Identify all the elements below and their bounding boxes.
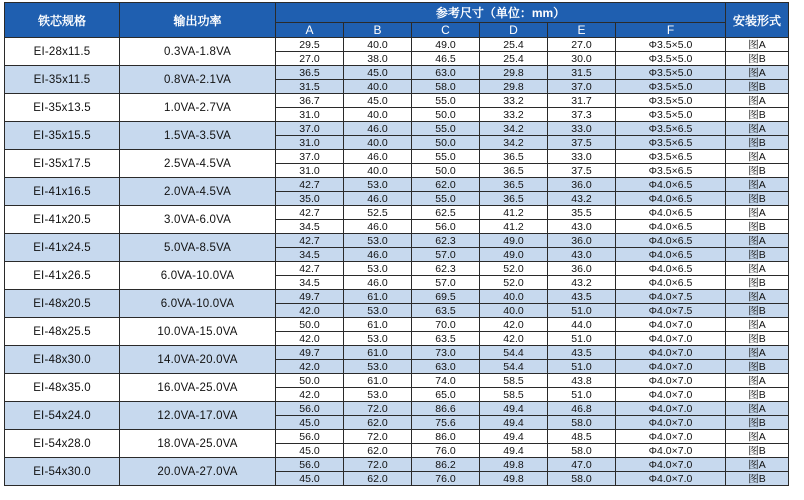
cell-dim-f: Φ4.0×6.5 xyxy=(616,262,726,276)
cell-dim-e: 43.2 xyxy=(548,276,616,290)
cell-model: EI-54x24.0 xyxy=(5,402,120,430)
cell-dim-b: 40.0 xyxy=(344,80,412,94)
cell-model: EI-35x15.5 xyxy=(5,122,120,150)
cell-dim-a: 49.7 xyxy=(276,290,344,304)
cell-dim-a: 34.5 xyxy=(276,220,344,234)
cell-model: EI-48x35.0 xyxy=(5,374,120,402)
cell-dim-b: 53.0 xyxy=(344,234,412,248)
cell-mount: 图B xyxy=(726,276,789,290)
cell-dim-d: 52.0 xyxy=(480,276,548,290)
cell-dim-d: 25.4 xyxy=(480,52,548,66)
cell-dim-b: 61.0 xyxy=(344,346,412,360)
cell-dim-d: 49.4 xyxy=(480,444,548,458)
cell-power: 18.0VA-25.0VA xyxy=(120,430,276,458)
table-row xyxy=(5,374,789,388)
cell-dim-f: Φ4.0×7.0 xyxy=(616,388,726,402)
cell-dim-d: 49.4 xyxy=(480,430,548,444)
cell-mount: 图B xyxy=(726,192,789,206)
cell-dim-c: 56.0 xyxy=(412,220,480,234)
cell-model: EI-35x13.5 xyxy=(5,94,120,122)
cell-dim-f: Φ3.5×5.0 xyxy=(616,94,726,108)
cell-dim-d: 49.0 xyxy=(480,234,548,248)
cell-dim-b: 45.0 xyxy=(344,94,412,108)
cell-dim-b: 62.0 xyxy=(344,416,412,430)
cell-dim-e: 36.0 xyxy=(548,262,616,276)
cell-dim-b: 40.0 xyxy=(344,108,412,122)
cell-dim-e: 44.0 xyxy=(548,318,616,332)
cell-dim-f: Φ4.0×6.5 xyxy=(616,248,726,262)
cell-dim-e: 51.0 xyxy=(548,304,616,318)
cell-dim-d: 36.5 xyxy=(480,150,548,164)
cell-power: 6.0VA-10.0VA xyxy=(120,290,276,318)
cell-power: 20.0VA-27.0VA xyxy=(120,458,276,486)
table-row xyxy=(5,402,789,416)
cell-dim-b: 72.0 xyxy=(344,430,412,444)
cell-dim-a: 35.0 xyxy=(276,192,344,206)
cell-dim-f: Φ4.0×6.5 xyxy=(616,234,726,248)
cell-dim-d: 58.5 xyxy=(480,374,548,388)
cell-dim-c: 62.3 xyxy=(412,262,480,276)
table-row xyxy=(5,206,789,220)
table-row xyxy=(5,458,789,472)
cell-dim-a: 31.0 xyxy=(276,164,344,178)
cell-dim-c: 65.0 xyxy=(412,388,480,402)
cell-dim-a: 45.0 xyxy=(276,472,344,486)
cell-dim-b: 40.0 xyxy=(344,136,412,150)
cell-dim-c: 55.0 xyxy=(412,94,480,108)
cell-mount: 图A xyxy=(726,66,789,80)
table-row xyxy=(5,290,789,304)
cell-dim-c: 86.6 xyxy=(412,402,480,416)
cell-mount: 图A xyxy=(726,206,789,220)
cell-power: 2.0VA-4.5VA xyxy=(120,178,276,206)
cell-dim-c: 75.6 xyxy=(412,416,480,430)
cell-dim-e: 35.5 xyxy=(548,206,616,220)
cell-dim-b: 62.0 xyxy=(344,444,412,458)
cell-dim-f: Φ3.5×6.5 xyxy=(616,122,726,136)
cell-dim-e: 43.0 xyxy=(548,220,616,234)
cell-mount: 图A xyxy=(726,234,789,248)
cell-dim-b: 53.0 xyxy=(344,388,412,402)
cell-mount: 图A xyxy=(726,150,789,164)
cell-dim-b: 61.0 xyxy=(344,290,412,304)
cell-dim-a: 31.5 xyxy=(276,80,344,94)
cell-dim-d: 49.4 xyxy=(480,416,548,430)
cell-dim-f: Φ4.0×7.0 xyxy=(616,346,726,360)
cell-dim-b: 62.0 xyxy=(344,472,412,486)
cell-mount: 图B xyxy=(726,444,789,458)
cell-dim-a: 56.0 xyxy=(276,430,344,444)
cell-power: 0.3VA-1.8VA xyxy=(120,38,276,66)
header-power: 输出功率 xyxy=(120,3,276,38)
cell-dim-e: 36.0 xyxy=(548,234,616,248)
cell-power: 0.8VA-2.1VA xyxy=(120,66,276,94)
cell-dim-b: 53.0 xyxy=(344,332,412,346)
cell-dim-c: 50.0 xyxy=(412,136,480,150)
cell-mount: 图A xyxy=(726,262,789,276)
cell-dim-e: 43.2 xyxy=(548,192,616,206)
cell-dim-c: 76.0 xyxy=(412,444,480,458)
cell-dim-c: 62.3 xyxy=(412,234,480,248)
cell-dim-a: 50.0 xyxy=(276,318,344,332)
cell-dim-e: 58.0 xyxy=(548,472,616,486)
cell-dim-e: 31.5 xyxy=(548,66,616,80)
cell-dim-e: 43.0 xyxy=(548,248,616,262)
cell-dim-f: Φ4.0×7.0 xyxy=(616,444,726,458)
table-row xyxy=(5,38,789,52)
cell-dim-e: 33.0 xyxy=(548,150,616,164)
cell-power: 10.0VA-15.0VA xyxy=(120,318,276,346)
table-row xyxy=(5,262,789,276)
transformer-spec-table xyxy=(4,2,789,486)
cell-dim-d: 33.2 xyxy=(480,108,548,122)
cell-dim-c: 76.0 xyxy=(412,472,480,486)
cell-mount: 图B xyxy=(726,248,789,262)
cell-dim-b: 53.0 xyxy=(344,178,412,192)
cell-mount: 图B xyxy=(726,304,789,318)
header-col-d: D xyxy=(480,23,548,38)
table-row xyxy=(5,346,789,360)
cell-dim-d: 29.8 xyxy=(480,66,548,80)
cell-dim-d: 40.0 xyxy=(480,304,548,318)
cell-dim-a: 36.5 xyxy=(276,66,344,80)
cell-mount: 图B xyxy=(726,416,789,430)
cell-power: 1.0VA-2.7VA xyxy=(120,94,276,122)
cell-dim-c: 62.5 xyxy=(412,206,480,220)
cell-dim-c: 55.0 xyxy=(412,122,480,136)
cell-dim-f: Φ3.5×5.0 xyxy=(616,66,726,80)
cell-dim-c: 55.0 xyxy=(412,192,480,206)
cell-dim-b: 46.0 xyxy=(344,122,412,136)
cell-dim-a: 29.5 xyxy=(276,38,344,52)
cell-dim-a: 42.7 xyxy=(276,262,344,276)
cell-dim-a: 42.7 xyxy=(276,234,344,248)
table-row xyxy=(5,430,789,444)
cell-dim-b: 46.0 xyxy=(344,276,412,290)
table-row xyxy=(5,94,789,108)
cell-dim-a: 56.0 xyxy=(276,402,344,416)
cell-dim-d: 58.5 xyxy=(480,388,548,402)
cell-mount: 图A xyxy=(726,122,789,136)
cell-dim-f: Φ3.5×5.0 xyxy=(616,108,726,122)
cell-dim-c: 63.0 xyxy=(412,360,480,374)
header-col-e: E xyxy=(548,23,616,38)
cell-dim-f: Φ3.5×5.0 xyxy=(616,80,726,94)
cell-dim-a: 34.5 xyxy=(276,276,344,290)
cell-dim-f: Φ4.0×7.0 xyxy=(616,472,726,486)
cell-dim-e: 47.0 xyxy=(548,458,616,472)
cell-power: 2.5VA-4.5VA xyxy=(120,150,276,178)
cell-dim-a: 31.0 xyxy=(276,136,344,150)
cell-dim-e: 51.0 xyxy=(548,388,616,402)
cell-power: 14.0VA-20.0VA xyxy=(120,346,276,374)
cell-dim-f: Φ4.0×7.0 xyxy=(616,332,726,346)
cell-dim-d: 54.4 xyxy=(480,360,548,374)
cell-dim-c: 49.0 xyxy=(412,38,480,52)
cell-model: EI-41x16.5 xyxy=(5,178,120,206)
cell-dim-a: 42.7 xyxy=(276,178,344,192)
cell-model: EI-54x28.0 xyxy=(5,430,120,458)
cell-dim-f: Φ3.5×6.5 xyxy=(616,136,726,150)
cell-dim-d: 42.0 xyxy=(480,332,548,346)
cell-dim-e: 30.0 xyxy=(548,52,616,66)
header-col-b: B xyxy=(344,23,412,38)
cell-mount: 图B xyxy=(726,220,789,234)
cell-mount: 图B xyxy=(726,164,789,178)
cell-dim-a: 45.0 xyxy=(276,416,344,430)
cell-mount: 图B xyxy=(726,52,789,66)
cell-dim-a: 37.0 xyxy=(276,150,344,164)
cell-power: 6.0VA-10.0VA xyxy=(120,262,276,290)
cell-dim-f: Φ4.0×6.5 xyxy=(616,206,726,220)
cell-dim-d: 42.0 xyxy=(480,318,548,332)
cell-dim-e: 27.0 xyxy=(548,38,616,52)
cell-dim-f: Φ4.0×7.5 xyxy=(616,304,726,318)
cell-dim-a: 27.0 xyxy=(276,52,344,66)
cell-dim-d: 49.8 xyxy=(480,458,548,472)
cell-dim-b: 46.0 xyxy=(344,220,412,234)
cell-power: 5.0VA-8.5VA xyxy=(120,234,276,262)
cell-dim-d: 54.4 xyxy=(480,346,548,360)
cell-dim-e: 51.0 xyxy=(548,360,616,374)
header-col-a: A xyxy=(276,23,344,38)
cell-dim-d: 34.2 xyxy=(480,122,548,136)
cell-dim-b: 61.0 xyxy=(344,318,412,332)
cell-dim-c: 70.0 xyxy=(412,318,480,332)
cell-dim-e: 33.0 xyxy=(548,122,616,136)
cell-dim-b: 46.0 xyxy=(344,248,412,262)
header-col-c: C xyxy=(412,23,480,38)
cell-dim-d: 41.2 xyxy=(480,220,548,234)
header-dimensions: 参考尺寸（单位：mm） xyxy=(276,3,726,23)
cell-dim-e: 48.5 xyxy=(548,430,616,444)
cell-dim-d: 49.4 xyxy=(480,402,548,416)
cell-dim-e: 43.8 xyxy=(548,374,616,388)
cell-dim-c: 62.0 xyxy=(412,178,480,192)
cell-dim-d: 36.5 xyxy=(480,192,548,206)
cell-dim-e: 58.0 xyxy=(548,416,616,430)
table-row xyxy=(5,234,789,248)
table-row xyxy=(5,66,789,80)
cell-power: 12.0VA-17.0VA xyxy=(120,402,276,430)
cell-model: EI-48x30.0 xyxy=(5,346,120,374)
cell-dim-b: 53.0 xyxy=(344,360,412,374)
cell-dim-b: 61.0 xyxy=(344,374,412,388)
cell-mount: 图A xyxy=(726,346,789,360)
cell-mount: 图A xyxy=(726,290,789,304)
cell-mount: 图A xyxy=(726,318,789,332)
cell-mount: 图A xyxy=(726,374,789,388)
cell-dim-d: 34.2 xyxy=(480,136,548,150)
cell-dim-b: 40.0 xyxy=(344,164,412,178)
cell-dim-a: 36.7 xyxy=(276,94,344,108)
cell-dim-d: 49.8 xyxy=(480,472,548,486)
cell-dim-b: 72.0 xyxy=(344,402,412,416)
cell-dim-a: 42.0 xyxy=(276,304,344,318)
header-mount: 安装形式 xyxy=(726,3,789,38)
cell-dim-e: 43.5 xyxy=(548,346,616,360)
cell-dim-c: 63.5 xyxy=(412,304,480,318)
cell-model: EI-28x11.5 xyxy=(5,38,120,66)
cell-dim-d: 41.2 xyxy=(480,206,548,220)
cell-model: EI-35x17.5 xyxy=(5,150,120,178)
cell-dim-d: 49.0 xyxy=(480,248,548,262)
cell-dim-a: 42.0 xyxy=(276,360,344,374)
cell-dim-f: Φ4.0×6.5 xyxy=(616,178,726,192)
cell-dim-b: 53.0 xyxy=(344,262,412,276)
table-row xyxy=(5,150,789,164)
cell-dim-f: Φ4.0×7.0 xyxy=(616,374,726,388)
table-body xyxy=(5,38,789,486)
cell-mount: 图A xyxy=(726,430,789,444)
cell-mount: 图B xyxy=(726,332,789,346)
cell-dim-a: 31.0 xyxy=(276,108,344,122)
cell-dim-d: 33.2 xyxy=(480,94,548,108)
cell-dim-d: 40.0 xyxy=(480,290,548,304)
cell-mount: 图B xyxy=(726,472,789,486)
table-row xyxy=(5,178,789,192)
cell-dim-e: 37.3 xyxy=(548,108,616,122)
cell-dim-f: Φ3.5×5.0 xyxy=(616,52,726,66)
cell-dim-a: 42.0 xyxy=(276,332,344,346)
cell-dim-f: Φ4.0×7.0 xyxy=(616,458,726,472)
cell-dim-a: 56.0 xyxy=(276,458,344,472)
cell-model: EI-41x20.5 xyxy=(5,206,120,234)
cell-dim-f: Φ4.0×7.0 xyxy=(616,430,726,444)
cell-dim-c: 50.0 xyxy=(412,108,480,122)
cell-dim-a: 37.0 xyxy=(276,122,344,136)
cell-mount: 图B xyxy=(726,136,789,150)
cell-dim-e: 43.5 xyxy=(548,290,616,304)
cell-dim-a: 34.5 xyxy=(276,248,344,262)
cell-dim-f: Φ4.0×6.5 xyxy=(616,192,726,206)
cell-model: EI-41x26.5 xyxy=(5,262,120,290)
cell-dim-f: Φ4.0×7.0 xyxy=(616,360,726,374)
cell-dim-c: 86.0 xyxy=(412,430,480,444)
cell-dim-b: 45.0 xyxy=(344,66,412,80)
cell-power: 1.5VA-3.5VA xyxy=(120,122,276,150)
cell-dim-e: 58.0 xyxy=(548,444,616,458)
cell-dim-f: Φ4.0×7.0 xyxy=(616,318,726,332)
cell-dim-e: 31.7 xyxy=(548,94,616,108)
cell-dim-b: 53.0 xyxy=(344,304,412,318)
cell-mount: 图A xyxy=(726,94,789,108)
cell-dim-c: 86.2 xyxy=(412,458,480,472)
cell-model: EI-41x24.5 xyxy=(5,234,120,262)
header-col-f: F xyxy=(616,23,726,38)
cell-dim-f: Φ4.0×6.5 xyxy=(616,276,726,290)
table-row xyxy=(5,318,789,332)
table-row xyxy=(5,122,789,136)
cell-dim-c: 74.0 xyxy=(412,374,480,388)
cell-dim-c: 57.0 xyxy=(412,276,480,290)
cell-dim-f: Φ4.0×7.0 xyxy=(616,402,726,416)
cell-mount: 图A xyxy=(726,458,789,472)
cell-mount: 图B xyxy=(726,360,789,374)
cell-dim-d: 36.5 xyxy=(480,164,548,178)
cell-dim-b: 52.5 xyxy=(344,206,412,220)
cell-dim-d: 25.4 xyxy=(480,38,548,52)
cell-dim-b: 46.0 xyxy=(344,192,412,206)
cell-dim-a: 42.0 xyxy=(276,388,344,402)
cell-dim-b: 38.0 xyxy=(344,52,412,66)
cell-dim-c: 63.5 xyxy=(412,332,480,346)
cell-dim-c: 55.0 xyxy=(412,150,480,164)
cell-mount: 图B xyxy=(726,388,789,402)
cell-dim-f: Φ3.5×5.0 xyxy=(616,38,726,52)
cell-dim-e: 51.0 xyxy=(548,332,616,346)
cell-dim-c: 46.5 xyxy=(412,52,480,66)
cell-dim-c: 63.0 xyxy=(412,66,480,80)
cell-mount: 图B xyxy=(726,108,789,122)
cell-dim-b: 40.0 xyxy=(344,38,412,52)
cell-dim-e: 36.0 xyxy=(548,178,616,192)
cell-dim-c: 58.0 xyxy=(412,80,480,94)
cell-dim-e: 37.0 xyxy=(548,80,616,94)
cell-model: EI-54x30.0 xyxy=(5,458,120,486)
cell-dim-f: Φ3.5×6.5 xyxy=(616,164,726,178)
cell-dim-a: 49.7 xyxy=(276,346,344,360)
cell-dim-a: 42.7 xyxy=(276,206,344,220)
cell-dim-f: Φ4.0×7.5 xyxy=(616,290,726,304)
cell-dim-c: 50.0 xyxy=(412,164,480,178)
cell-dim-d: 36.5 xyxy=(480,178,548,192)
cell-mount: 图A xyxy=(726,38,789,52)
cell-power: 3.0VA-6.0VA xyxy=(120,206,276,234)
cell-dim-a: 45.0 xyxy=(276,444,344,458)
cell-dim-d: 29.8 xyxy=(480,80,548,94)
header-model: 铁芯规格 xyxy=(5,3,120,38)
cell-model: EI-35x11.5 xyxy=(5,66,120,94)
cell-dim-d: 52.0 xyxy=(480,262,548,276)
cell-model: EI-48x25.5 xyxy=(5,318,120,346)
cell-dim-e: 46.8 xyxy=(548,402,616,416)
cell-mount: 图A xyxy=(726,178,789,192)
cell-mount: 图A xyxy=(726,402,789,416)
cell-dim-c: 69.5 xyxy=(412,290,480,304)
cell-power: 16.0VA-25.0VA xyxy=(120,374,276,402)
cell-dim-e: 37.5 xyxy=(548,136,616,150)
cell-dim-a: 50.0 xyxy=(276,374,344,388)
cell-dim-f: Φ4.0×7.0 xyxy=(616,416,726,430)
cell-dim-c: 73.0 xyxy=(412,346,480,360)
cell-dim-f: Φ3.5×6.5 xyxy=(616,150,726,164)
cell-mount: 图B xyxy=(726,80,789,94)
cell-dim-b: 72.0 xyxy=(344,458,412,472)
cell-dim-f: Φ4.0×6.5 xyxy=(616,220,726,234)
cell-dim-c: 57.0 xyxy=(412,248,480,262)
cell-dim-e: 37.5 xyxy=(548,164,616,178)
cell-dim-b: 46.0 xyxy=(344,150,412,164)
cell-model: EI-48x20.5 xyxy=(5,290,120,318)
